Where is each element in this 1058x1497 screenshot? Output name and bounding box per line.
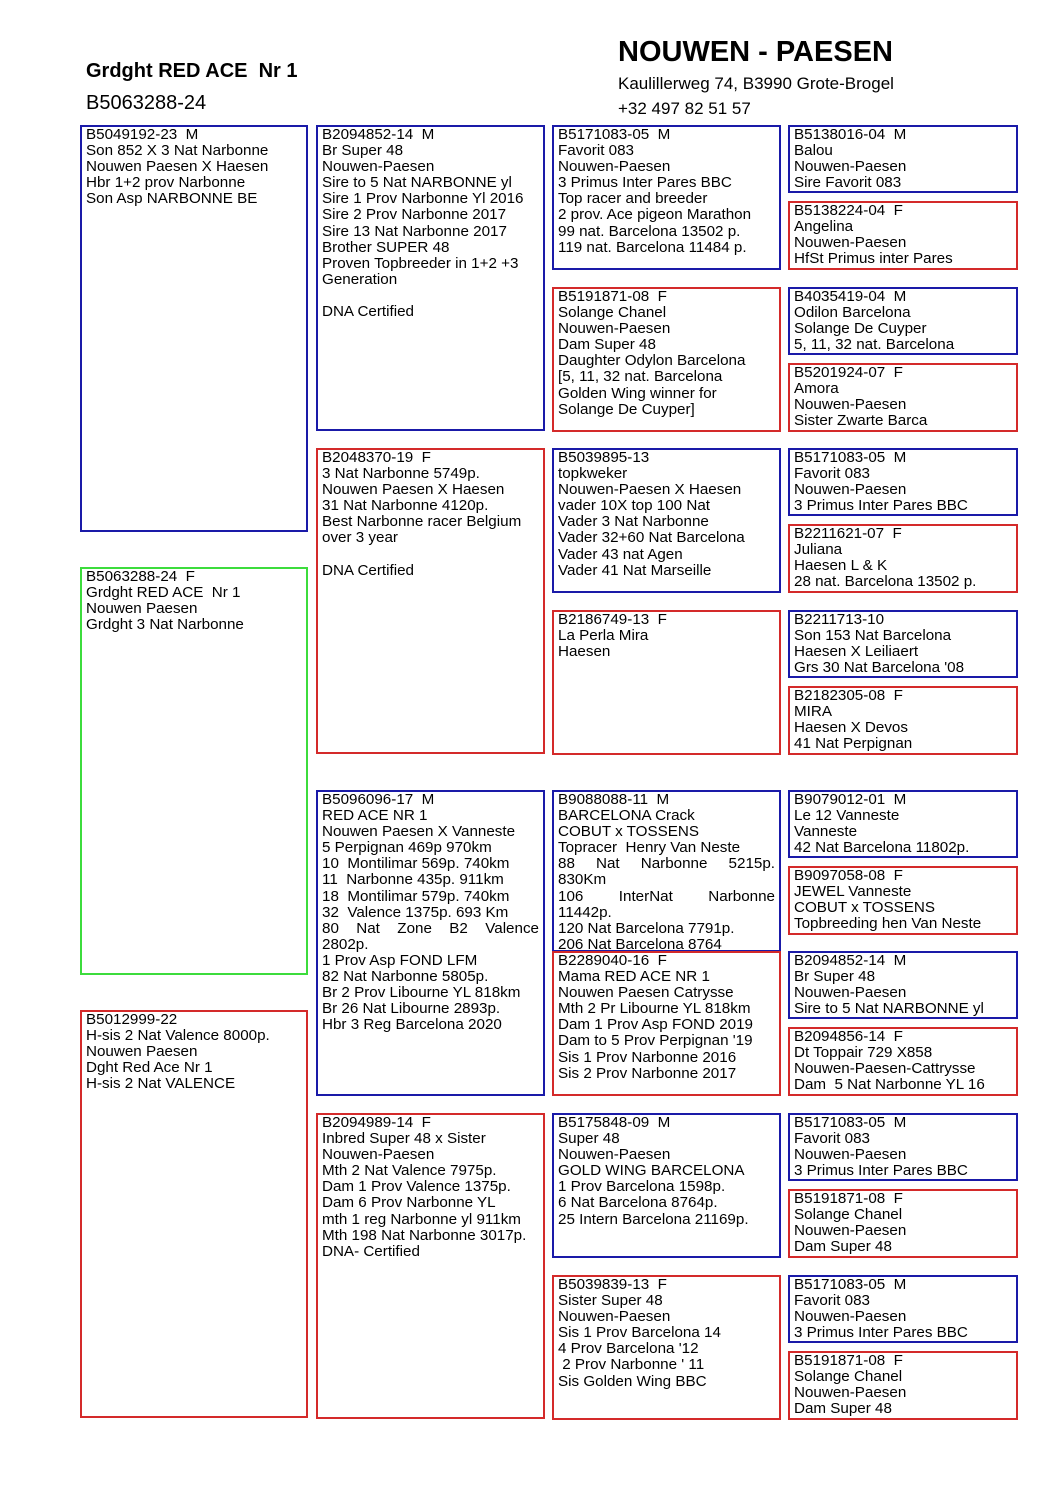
pedigree-text-line: Nouwen-Paesen [558,1308,671,1326]
pedigree-text-line: Dam 1 Prov Valence 1375p. [322,1178,511,1196]
pedigree-text-line: Amora [794,380,839,398]
pedigree-text-line: Top racer and breeder [558,190,708,208]
pedigree-text-line: 106 InterNat Narbonne [558,887,775,905]
pedigree-text-line: Sister Zwarte Barca [794,412,928,430]
pedigree-text-line: Sis 1 Prov Barcelona 14 [558,1324,721,1342]
pedigree-text-line: Nouwen-Paesen [322,1146,435,1164]
pedigree-text-line: 41 Nat Perpignan [794,735,913,753]
pedigree-text-line: Nouwen-Paesen [794,234,907,252]
ring-number-line: B5191871-08 F [794,1190,903,1207]
pedigree-box-dds [552,1113,781,1258]
pedigree-text-line: Solange De Cuyper] [558,400,695,418]
pedigree-text-line: Dght Red Ace Nr 1 [86,1059,213,1077]
pedigree-text-line: over 3 year [322,529,398,547]
pedigree-text-line: Balou [794,142,833,160]
pedigree-box-sds [552,448,781,593]
pedigree-text-line: Son 852 X 3 Nat Narbonne [86,142,269,160]
pedigree-title: Grdght RED ACE Nr 1 [86,60,298,82]
pedigree-box-sdds [788,610,1018,678]
pedigree-text-line: Brother SUPER 48 [322,238,450,256]
pedigree-text-line: Topbreeding hen Van Neste [794,915,982,933]
pedigree-text-line: 82 Nat Narbonne 5805p. [322,968,489,986]
pedigree-box-sdss [788,448,1018,516]
pedigree-text-line: 1 Prov Asp FOND LFM [322,951,478,969]
pedigree-box-ddsd [788,1189,1018,1258]
pedigree-text-line: Vader 41 Nat Marseille [558,561,712,579]
pedigree-text-line: Grdght RED ACE Nr 1 [86,584,241,602]
pedigree-text-line: Favorit 083 [794,465,870,483]
pedigree-box-ssd [552,287,781,432]
owner-name: NOUWEN - PAESEN [618,36,893,68]
pedigree-text-line: Mth 2 Pr Libourne YL 818km [558,1000,751,1018]
ring-number-line: B2048370-19 F [322,449,431,466]
ring-number-line: B5096096-17 M [322,791,435,808]
pedigree-box-sire [80,125,308,532]
pedigree-text-line: 11 Narbonne 435p. 911km [322,871,504,889]
ring-number-line: B2211713-10 [794,611,885,628]
pedigree-text-line: Dam to 5 Prov Perpignan '19 [558,1032,753,1050]
pedigree-text-line: Solange De Cuyper [794,320,927,338]
ring-number-line: B5191871-08 F [558,288,667,305]
pedigree-text-line: Haesen L & K [794,557,888,575]
pedigree-text-line: Vader 43 nat Agen [558,545,683,563]
pedigree-box-sdd [552,610,781,755]
pedigree-box-ds [316,790,545,1096]
ring-number-line: B5012999-22 [86,1011,178,1028]
pedigree-text-line: Nouwen Paesen X Haesen [86,158,269,176]
pedigree-text-line: 3 Primus Inter Pares BBC [558,174,732,192]
pedigree-text-line: RED ACE NR 1 [322,807,428,825]
pedigree-text-line: Br 2 Prov Libourne YL 818km [322,984,521,1002]
pedigree-text-line: Nouwen-Paesen [558,1146,671,1164]
pedigree-text-line: Dt Toppair 729 X858 [794,1044,933,1062]
ring-number-line: B5171083-05 M [794,1276,907,1293]
pedigree-text-line: Haesen [558,643,611,661]
pedigree-text-line: 18 Montilimar 579p. 740km [322,887,510,905]
pedigree-text-line: 5 Perpignan 469p 970km [322,839,492,857]
ring-number-line: B5049192-23 M [86,126,199,143]
pedigree-box-dsds [788,951,1018,1019]
pedigree-text-line: Dam Super 48 [794,1238,892,1256]
pedigree-text-line: HfSt Primus inter Pares [794,250,953,268]
pedigree-text-line: 28 nat. Barcelona 13502 p. [794,573,977,591]
ring-number-line: B2094989-14 F [322,1114,431,1131]
pedigree-box-sssd [788,201,1018,270]
ring-number-line: B9097058-08 F [794,867,903,884]
pedigree-text-line: 3 Primus Inter Pares BBC [794,497,968,515]
pedigree-text-line: Sire Favorit 083 [794,174,902,192]
ring-number-line: B5191871-08 F [794,1352,903,1369]
pedigree-text-line: 830Km [558,871,607,889]
pedigree-text-line: Nouwen-Paesen [558,158,671,176]
pedigree-box-dd [316,1113,545,1419]
pedigree-text-line: Vader 3 Nat Narbonne [558,513,709,531]
pedigree-box-dsdd [788,1027,1018,1096]
pedigree-text-line: Sire 1 Prov Narbonne Yl 2016 [322,190,524,208]
ring-number-line: B2186749-13 F [558,611,667,628]
ring-number-line: B5138016-04 M [794,126,907,143]
pedigree-text-line: Dam 6 Prov Narbonne YL [322,1194,496,1212]
pedigree-text-line: 80 Nat Zone B2 Valence [322,919,539,937]
pedigree-text-line: 119 nat. Barcelona 11484 p. [558,238,747,256]
pedigree-text-line: Nouwen-Paesen [794,984,907,1002]
ring-number-line: B5171083-05 M [794,449,907,466]
pedigree-text-line: Nouwen Paesen [86,600,198,618]
pedigree-text-line: Vader 32+60 Nat Barcelona [558,529,745,547]
pedigree-text-line: 2 prov. Ace pigeon Marathon [558,206,752,224]
pedigree-text-line [322,288,539,304]
ring-number-line: B5201924-07 F [794,364,903,381]
ring-number-line: B9088088-11 M [558,791,670,808]
ring-number-line: B2094852-14 M [322,126,435,143]
pedigree-text-line: Sis 1 Prov Narbonne 2016 [558,1048,737,1066]
pedigree-text-line: DNA- Certified [322,1242,420,1260]
ring-number-line: B2094852-14 M [794,952,907,969]
pedigree-box-sddd [788,686,1018,755]
pedigree-text-line: Sire 13 Nat Narbonne 2017 [322,222,507,240]
pedigree-text-line: Sister Super 48 [558,1292,663,1310]
pedigree-text-line: La Perla Mira [558,627,649,645]
pedigree-text-line: 32 Valence 1375p. 693 Km [322,903,509,921]
pedigree-text-line: DNA Certified [322,303,414,321]
ring-number-line: B5171083-05 M [558,126,671,143]
pedigree-text-line [322,547,539,563]
pedigree-text-line: Nouwen-Paesen [558,320,671,338]
ring-number-line: B5175848-09 M [558,1114,671,1131]
pedigree-text-line: MIRA [794,703,832,721]
pedigree-box-ssss [788,125,1018,193]
pedigree-text-line: Nouwen-Paesen [794,158,907,176]
pedigree-text-line: 6 Nat Barcelona 8764p. [558,1194,718,1212]
pedigree-box-sdsd [788,524,1018,593]
pedigree-text-line: Dam Super 48 [558,336,656,354]
pedigree-text-line: Favorit 083 [558,142,634,160]
pedigree-box-dss [552,790,781,952]
pedigree-text-line: 3 Primus Inter Pares BBC [794,1324,968,1342]
pedigree-text-line: Br Super 48 [794,968,876,986]
pedigree-text-line: Dam Super 48 [794,1400,892,1418]
pedigree-text-line: Nouwen-Paesen [794,1384,907,1402]
ring-number-line: B5039839-13 F [558,1276,667,1293]
ring-number-line: B5138224-04 F [794,202,903,219]
pedigree-box-subject [80,567,308,975]
pedigree-box-sd [316,448,545,754]
ring-number-line: B2094856-14 F [794,1028,903,1045]
ring-number-line: B2289040-16 F [558,952,667,969]
pedigree-text-line: Daughter Odylon Barcelona [558,352,746,370]
pedigree-text-line: Mama RED ACE NR 1 [558,968,710,986]
pedigree-box-ss [316,125,545,431]
pedigree-text-line: 120 Nat Barcelona 7791p. [558,919,735,937]
pedigree-text-line: 2 Prov Narbonne ' 11 [558,1356,705,1374]
pedigree-box-dssd [788,866,1018,935]
pedigree-text-line: Solange Chanel [794,1368,903,1386]
pedigree-text-line: Grdght 3 Nat Narbonne [86,616,244,634]
pedigree-box-ssdd [788,363,1018,432]
pedigree-text-line: Br Super 48 [322,142,404,160]
ring-number-line: B4035419-04 M [794,288,907,305]
pedigree-text-line: 3 Primus Inter Pares BBC [794,1162,968,1180]
pedigree-text-line: 3 Nat Narbonne 5749p. [322,465,480,483]
pedigree-text-line: COBUT x TOSSENS [558,823,699,841]
pedigree-text-line: Angelina [794,218,854,236]
pedigree-text-line: Generation [322,270,398,288]
pedigree-text-line: Solange Chanel [558,304,667,322]
pedigree-text-line: Son Asp NARBONNE BE [86,190,258,208]
pedigree-text-line: DNA Certified [322,561,414,579]
pedigree-text-line: Favorit 083 [794,1130,870,1148]
pedigree-box-dsd [552,951,781,1096]
pedigree-text-line: Nouwen Paesen X Vanneste [322,823,516,841]
pedigree-text-line: Br 26 Nat Libourne 2893p. [322,1000,501,1018]
pedigree-text-line: vader 10X top 100 Nat [558,497,710,515]
pedigree-text-line: 42 Nat Barcelona 11802p. [794,839,970,857]
pedigree-text-line: topkweker [558,465,628,483]
pedigree-text-line: Nouwen Paesen X Haesen [322,481,505,499]
pedigree-text-line: 10 Montilimar 569p. 740km [322,855,510,873]
pedigree-text-line: Nouwen-Paesen [794,396,907,414]
pedigree-text-line: Hbr 1+2 prov Narbonne [86,174,246,192]
pedigree-text-line: Dam 1 Prov Asp FOND 2019 [558,1016,753,1034]
ring-number: B5063288-24 [86,92,207,114]
pedigree-text-line: Mth 198 Nat Narbonne 3017p. [322,1226,527,1244]
pedigree-text-line: Le 12 Vanneste [794,807,900,825]
pedigree-text-line: H-sis 2 Nat Valence 8000p. [86,1027,270,1045]
pedigree-text-line: Odilon Barcelona [794,304,911,322]
pedigree-text-line: Nouwen-Paesen [794,481,907,499]
pedigree-text-line: 5, 11, 32 nat. Barcelona [794,336,955,354]
pedigree-text-line: Nouwen-Paesen-Cattrysse [794,1060,976,1078]
owner-phone: +32 497 82 51 57 [618,99,751,118]
pedigree-text-line: Haesen X Devos [794,719,908,737]
pedigree-text-line: Super 48 [558,1130,620,1148]
pedigree-text-line: Nouwen-Paesen [794,1222,907,1240]
pedigree-text-line: Sire to 5 Nat NARBONNE yl [322,174,512,192]
pedigree-text-line: 1 Prov Barcelona 1598p. [558,1178,726,1196]
pedigree-text-line: Topracer Henry Van Neste [558,839,741,857]
pedigree-box-sss [552,125,781,270]
pedigree-box-dam [80,1010,308,1418]
ring-number-line: B5063288-24 F [86,568,195,585]
pedigree-text-line: GOLD WING BARCELONA [558,1162,745,1180]
pedigree-text-line: COBUT x TOSSENS [794,899,935,917]
ring-number-line: B2182305-08 F [794,687,903,704]
pedigree-box-dddd [788,1351,1018,1420]
pedigree-text-line: BARCELONA Crack [558,807,695,825]
pedigree-box-ddss [788,1113,1018,1181]
pedigree-text-line: Mth 2 Nat Valence 7975p. [322,1162,497,1180]
pedigree-text-line: Nouwen Paesen Catrysse [558,984,734,1002]
pedigree-text-line: Golden Wing winner for [558,384,717,402]
owner-address: Kaulillerweg 74, B3990 Grote-Brogel [618,74,894,93]
pedigree-text-line: H-sis 2 Nat VALENCE [86,1075,236,1093]
pedigree-text-line: Sire to 5 Nat NARBONNE yl [794,1000,984,1018]
pedigree-text-line: Juliana [794,541,843,559]
pedigree-text-line: Haesen X Leiliaert [794,643,919,661]
pedigree-text-line: Nouwen-Paesen [322,158,435,176]
pedigree-text-line: Sire 2 Prov Narbonne 2017 [322,206,507,224]
pedigree-text-line: JEWEL Vanneste [794,883,912,901]
pedigree-text-line: Nouwen-Paesen [794,1308,907,1326]
pedigree-text-line: Hbr 3 Reg Barcelona 2020 [322,1016,502,1034]
pedigree-text-line: Proven Topbreeder in 1+2 +3 [322,254,519,272]
pedigree-text-line: 88 Nat Narbonne 5215p. [558,855,775,873]
pedigree-text-line: 2802p. [322,935,369,953]
pedigree-box-ddd [552,1275,781,1420]
pedigree-text-line: Nouwen-Paesen X Haesen [558,481,742,499]
pedigree-text-line: Sis Golden Wing BBC [558,1372,707,1390]
pedigree-text-line: 11442p. [558,903,612,921]
pedigree-text-line: Favorit 083 [794,1292,870,1310]
pedigree-text-line: mth 1 reg Narbonne yl 911km [322,1210,521,1228]
pedigree-text-line: Son 153 Nat Barcelona [794,627,952,645]
pedigree-text-line: Sis 2 Prov Narbonne 2017 [558,1064,737,1082]
pedigree-text-line: Solange Chanel [794,1206,903,1224]
ring-number-line: B2211621-07 F [794,525,902,542]
pedigree-box-dsss [788,790,1018,858]
pedigree-text-line: Inbred Super 48 x Sister [322,1130,486,1148]
ring-number-line: B5171083-05 M [794,1114,907,1131]
pedigree-text-line: Grs 30 Nat Barcelona '08 [794,659,965,677]
pedigree-text-line: 206 Nat Barcelona 8764 [558,935,722,952]
pedigree-text-line: 25 Intern Barcelona 21169p. [558,1210,749,1228]
ring-number-line: B9079012-01 M [794,791,907,808]
pedigree-box-ddds [788,1275,1018,1343]
ring-number-line: B5039895-13 [558,449,650,466]
pedigree-text-line: Vanneste [794,823,858,841]
pedigree-text-line: 4 Prov Barcelona '12 [558,1340,699,1358]
pedigree-text-line: 31 Nat Narbonne 4120p. [322,497,489,515]
pedigree-text-line: Nouwen Paesen [86,1043,198,1061]
pedigree-box-ssds [788,287,1018,355]
pedigree-text-line: [5, 11, 32 nat. Barcelona [558,368,723,386]
pedigree-text-line: 99 nat. Barcelona 13502 p. [558,222,741,240]
pedigree-text-line: Nouwen-Paesen [794,1146,907,1164]
pedigree-text-line: Best Narbonne racer Belgium [322,513,522,531]
pedigree-text-line: Dam 5 Nat Narbonne YL 16 [794,1076,985,1094]
